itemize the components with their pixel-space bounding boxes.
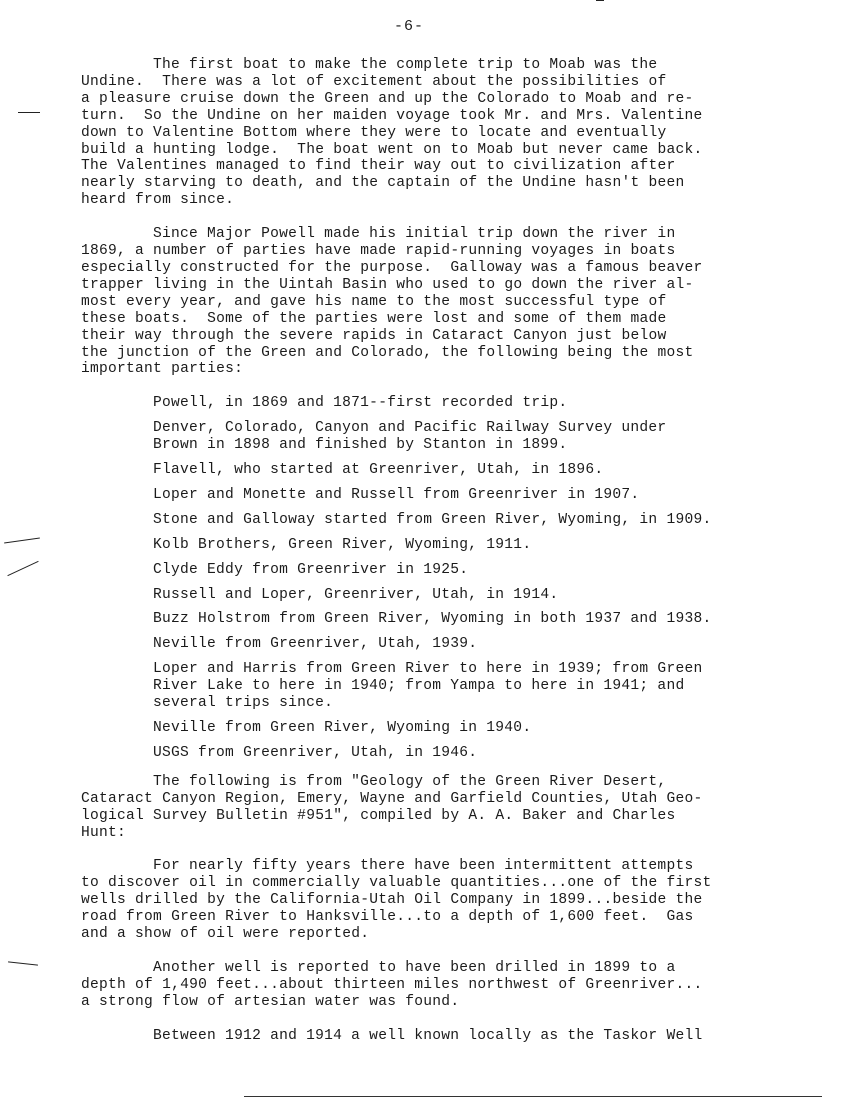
text-line: their way through the severe rapids in Cataract Canyon just below [81,327,667,344]
text-line: Stone and Galloway started from Green River, Wyoming, in 1909. [153,511,712,528]
text-line: Between 1912 and 1914 a well known locally as the Taskor Well [153,1027,703,1044]
text-line: turn. So the Undine on her maiden voyage took Mr. and Mrs. Valentine [81,107,703,124]
text-line: depth of 1,490 feet...about thirteen miles northwest of Greenriver... [81,976,703,993]
text-line: Clyde Eddy from Greenriver in 1925. [153,561,469,578]
list-item [153,636,781,653]
text-line: to discover oil in commercially valuable quantities...one of the first [81,875,712,892]
text-line: Kolb Brothers, Green River, Wyoming, 1911. [153,536,532,553]
text-line: The Valentines managed to find their way out to civilization after [81,158,676,175]
bottom-rule [244,1096,822,1097]
text-line: most every year, and gave his name to the most successful type of [81,293,667,310]
paragraph [81,1028,781,1045]
text-line: Cataract Canyon Region, Emery, Wayne and Garfield Counties, Utah Geo- [81,790,703,807]
text-line: road from Green River to Hanksville...to a depth of 1,600 feet. Gas [81,909,694,926]
paragraph [81,57,781,209]
list-item [153,537,781,554]
text-line: a strong flow of artesian water was found. [81,993,460,1010]
text-line: Brown in 1898 and finished by Stanton in 1899. [153,437,568,454]
text-line: nearly starving to death, and the captain of the Undine hasn't been [81,175,685,192]
text-line: USGS from Greenriver, Utah, in 1946. [153,744,478,761]
text-line: The first boat to make the complete trip to Moab was the [153,57,658,73]
text-line: and a show of oil were reported. [81,926,370,943]
text-line: several trips since. [153,695,334,712]
text-line: 1869, a number of parties have made rapid-running voyages in boats [81,243,676,260]
list-item [153,720,781,737]
list-item [153,487,781,504]
list-item [153,462,781,479]
text-line: Loper and Monette and Russell from Greenriver in 1907. [153,486,640,503]
text-line: Russell and Loper, Greenriver, Utah, in 1914. [153,586,559,603]
margin-mark [7,561,38,576]
text-line: Flavell, who started at Greenriver, Utah, in 1896. [153,462,604,479]
text-line: logical Survey Bulletin #951", compiled by A. A. Baker and Charles [81,807,676,824]
text-line: Neville from Greenriver, Utah, 1939. [153,636,478,653]
text-line: wells drilled by the California-Utah Oil Company in 1899...beside the [81,892,703,909]
list-item [153,611,781,628]
paragraph [81,960,781,1011]
text-line: trapper living in the Uintah Basin who used to go down the river al- [81,276,694,293]
text-line: a pleasure cruise down the Green and up the Colorado to Moab and re- [81,90,694,107]
margin-mark [18,112,40,113]
margin-mark [4,537,40,543]
paragraph [81,858,781,943]
list-item [153,395,781,412]
text-line: Since Major Powell made his initial trip down the river in [153,226,676,243]
text-line: Another well is reported to have been drilled in 1899 to a [153,959,676,976]
text-line: these boats. Some of the parties were lost and some of them made [81,310,667,327]
text-line: Hunt: [81,824,127,841]
text-line: down to Valentine Bottom where they were to locate and eventually [81,124,667,141]
text-line: build a hunting lodge. The boat went on to Moab but never came back. [81,141,703,158]
text-line: Denver, Colorado, Canyon and Pacific Railway Survey under [153,420,667,437]
paragraph [81,774,781,842]
text-line: heard from since. [81,192,235,209]
document-body [81,57,781,1062]
paragraph [81,226,781,378]
text-line: Undine. There was a lot of excitement about the possibilities of [81,73,667,90]
text-line: The following is from "Geology of the Green River Desert, [153,773,667,790]
top-rule-mark [596,0,604,1]
list-item [153,587,781,604]
list-item [153,562,781,579]
text-line: especially constructed for the purpose. Galloway was a famous beaver [81,259,703,276]
margin-mark [8,961,38,965]
page-number: -6- [394,18,425,35]
text-line: Powell, in 1869 and 1871--first recorded trip. [153,395,568,412]
text-line: Loper and Harris from Green River to here in 1939; from Green [153,661,703,678]
text-line: For nearly fifty years there have been intermittent attempts [153,858,694,875]
list-item [153,745,781,762]
text-line: the junction of the Green and Colorado, the following being the most [81,344,694,361]
list-item [153,420,781,454]
text-line: important parties: [81,361,244,378]
text-line: Neville from Green River, Wyoming in 1940. [153,720,532,736]
text-line: Buzz Holstrom from Green River, Wyoming in both 1937 and 1938. [153,611,712,628]
party-list [153,395,781,762]
list-item [153,661,781,712]
bottom-paragraphs [81,774,781,1045]
top-paragraphs [81,57,781,378]
list-item [153,512,781,529]
text-line: River Lake to here in 1940; from Yampa to here in 1941; and [153,678,685,695]
